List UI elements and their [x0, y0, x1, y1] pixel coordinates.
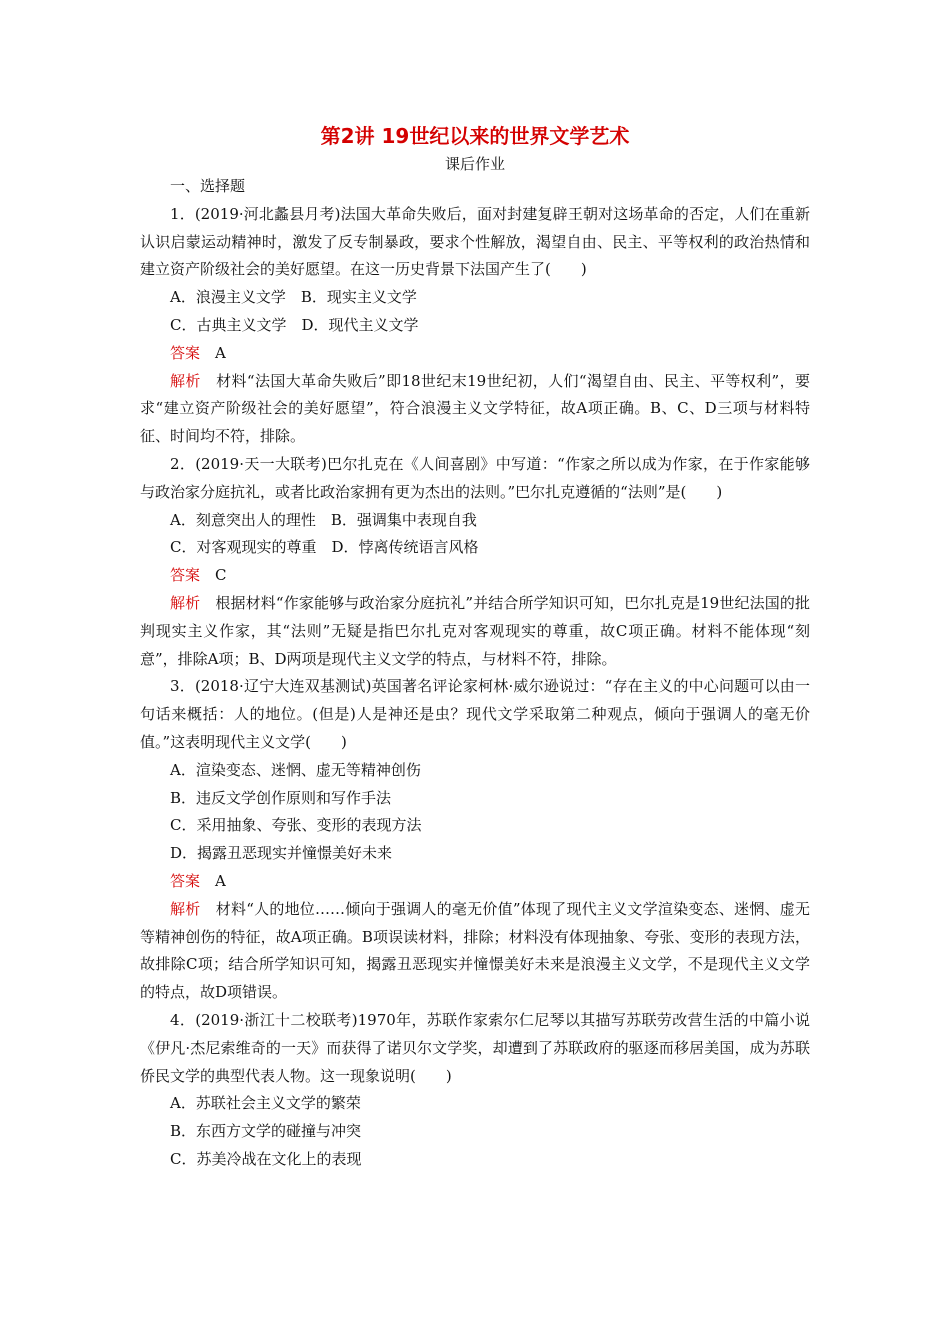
- question-2-stem: 2．(2019·天一大联考)巴尔扎克在《人间喜剧》中写道：“作家之所以成为作家，在于作家能够与政治家分庭抗礼，或者比政治家拥有更为杰出的法则。”巴尔扎克遵循的“法则”是( ): [140, 454, 810, 501]
- answer-value: A: [200, 871, 226, 890]
- analysis-label: 解析: [170, 371, 201, 390]
- question-3-stem: 3．(2018·辽宁大连双基测试)英国著名评论家柯林·威尔逊说过：“存在主义的中心问题可以由一句话来概括：人的地位。(但是)人是神还是虫？现代文学采取第二种观点，倾向于强调人的毫无价值。”这表明现代主义文学( ): [140, 677, 810, 751]
- answer-label: 答案: [170, 566, 201, 585]
- answer-value: C: [200, 566, 227, 585]
- question-1-analysis: [140, 368, 810, 451]
- analysis-text: 材料“人的地位……倾向于强调人的毫无价值”体现了现代主义文学渲染变态、迷惘、虚无等精神创伤的特征，故A项正确。B项误读材料，排除；材料没有体现抽象、夸张、变形的表现方法，故排除C项；结合所学知识可知，揭露丑恶现实并憧憬美好未来是浪漫主义文学，不是现代主义文学的特点，故D项错误。: [140, 899, 810, 1002]
- question-2-option-row: C．对客观现实的尊重 D．悖离传统语言风格: [170, 538, 479, 557]
- content: [140, 173, 810, 1174]
- answer-label: 答案: [170, 871, 201, 890]
- section-heading: 一、选择题: [170, 177, 246, 195]
- analysis-label: 解析: [170, 593, 201, 612]
- question-2-option-row: A．刻意突出人的理性 B．强调集中表现自我: [170, 510, 477, 529]
- question-3-option: B．违反文学创作原则和写作手法: [170, 788, 392, 807]
- analysis-text: 材料“法国大革命失败后”即18世纪末19世纪初，人们“渴望自由、民主、平等权利”，要求“建立资产阶级社会的美好愿望”，符合浪漫主义文学特征，故A项正确。B、C、D三项与材料特征、时间均不符，排除。: [140, 371, 810, 446]
- question-4-option: C．苏美冷战在文化上的表现: [170, 1149, 362, 1168]
- analysis-label: 解析: [170, 899, 201, 918]
- page-subtitle: 课后作业: [444, 155, 505, 173]
- question-3-analysis: [140, 896, 810, 1007]
- question-3-option: D．揭露丑恶现实并憧憬美好未来: [170, 844, 393, 863]
- question-3-answer: [140, 868, 810, 896]
- answer-value: A: [200, 343, 226, 362]
- page-title: 第2讲 19世纪以来的世界文学艺术: [320, 124, 630, 148]
- question-2-answer: [140, 562, 810, 590]
- answer-label: 答案: [170, 343, 201, 362]
- question-3-option: A．渲染变态、迷惘、虚无等精神创伤: [170, 760, 421, 779]
- question-1-answer: [140, 340, 810, 368]
- question-4-option: B．东西方文学的碰撞与冲突: [170, 1122, 362, 1141]
- question-4-stem: 4．(2019·浙江十二校联考)1970年，苏联作家索尔仁尼琴以其描写苏联劳改营生活的中篇小说《伊凡·杰尼索维奇的一天》而获得了诺贝尔文学奖，却遭到了苏联政府的驱逐而移居美国，成为苏联侨民文学的典型代表人物。这一现象说明( ): [140, 1010, 810, 1085]
- question-1-option-row: A．浪漫主义文学 B．现实主义文学: [170, 288, 417, 307]
- analysis-text: 根据材料“作家能够与政治家分庭抗礼”并结合所学知识可知，巴尔扎克是19世纪法国的批判现实主义作家，其“法则”无疑是指巴尔扎克对客观现实的尊重，故C项正确。材料不能体现“刻意”，排除A项；B、D两项是现代主义文学的特点，与材料不符，排除。: [140, 593, 810, 668]
- question-2-analysis: [140, 590, 810, 673]
- question-1-option-row: C．古典主义文学 D．现代主义文学: [170, 315, 419, 334]
- question-3-option: C．采用抽象、夸张、变形的表现方法: [170, 816, 422, 835]
- question-4-option: A．苏联社会主义文学的繁荣: [170, 1094, 361, 1113]
- question-1-stem: 1．(2019·河北蠡县月考)法国大革命失败后，面对封建复辟王朝对这场革命的否定，人们在重新认识启蒙运动精神时，激发了反专制暴政，要求个性解放，渴望自由、民主、平等权利的政治热情和建立资产阶级社会的美好愿望。在这一历史背景下法国产生了( ): [140, 204, 810, 279]
